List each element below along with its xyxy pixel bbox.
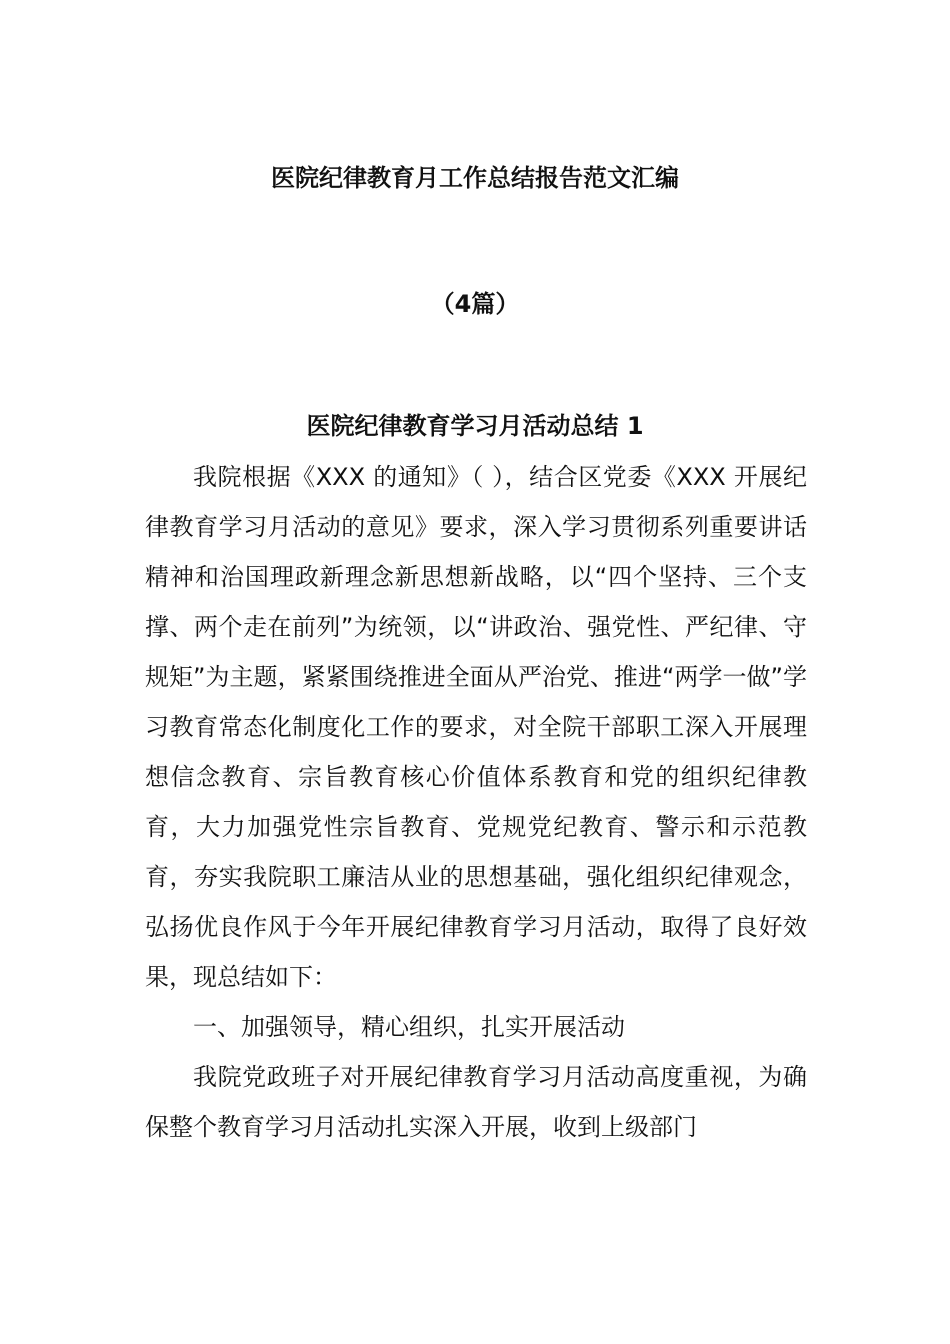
document-count: （4篇）: [430, 290, 520, 318]
document-body: [145, 452, 807, 1152]
paragraph-heading-1: 一、加强领导，精心组织，扎实开展活动: [193, 1013, 625, 1041]
section-title: 医院纪律教育学习月活动总结 1: [306, 412, 644, 440]
document-title: 医院纪律教育月工作总结报告范文汇编: [271, 164, 679, 192]
paragraph-body-1: 我院党政班子对开展纪律教育学习月活动高度重视，为确保整个教育学习月活动扎实深入开展，收到上级部门: [145, 1063, 807, 1141]
paragraph-intro: 我院根据《XXX 的通知》（ ），结合区党委《XXX 开展纪律教育学习月活动的意见》要求，深入学习贯彻系列重要讲话精神和治国理政新理念新思想新战略，以“四个坚持、三个支撑、两个走在前列”为统领，以“讲政治、强党性、严纪律、守规矩”为主题，紧紧围绕推进全面从严治党、推进“两学一做”学习教育常态化制度化工作的要求，对全院干部职工深入开展理想信念教育、宗旨教育核心价值体系教育和党的组织纪律教育，大力加强党性宗旨教育、党规党纪教育、警示和示范教育，夯实我院职工廉洁从业的思想基础，强化组织纪律观念，弘扬优良作风于今年开展纪律教育学习月活动，取得了良好效果，现总结如下：: [145, 463, 807, 991]
